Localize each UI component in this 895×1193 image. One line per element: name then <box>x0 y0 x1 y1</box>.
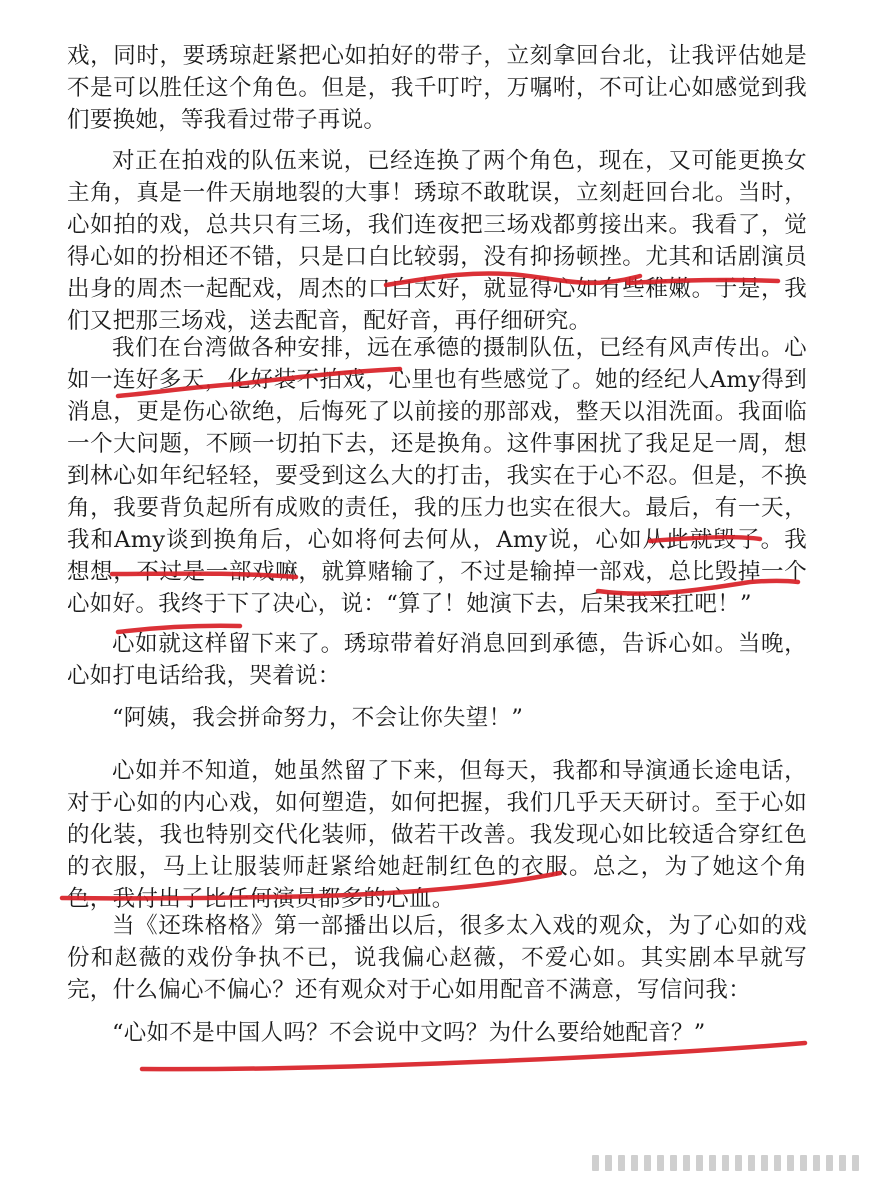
quote-line-2: “心如不是中国人吗？不会说中文吗？为什么要给她配音？” <box>112 1020 706 1046</box>
watermark-bar <box>644 1155 651 1171</box>
paragraph-2: 对正在拍戏的队伍来说，已经连换了两个角色，现在，又可能更换女主角，真是一件天崩地裂的大事！琇琼不敢耽误，立刻赶回台北。当时，心如拍的戏，总共只有三场，我们连夜把三场戏都剪接出来。我看了，觉得心如的扮相还不错，只是口白比较弱，没有抑扬顿挫。尤其和话剧演员出身的周杰一起配戏，周杰的口白太好，就显得心如有些稚嫩。于是，我们又把那三场戏，送去配音，配好音，再仔细研究。 <box>67 148 807 334</box>
watermark-bar <box>826 1155 833 1171</box>
watermark-bar <box>696 1155 703 1171</box>
watermark-bar <box>813 1155 820 1171</box>
watermark-bar <box>657 1155 664 1171</box>
watermark-bar <box>761 1155 768 1171</box>
paragraph-1: 戏，同时，要琇琼赶紧把心如拍好的带子，立刻拿回台北，让我评估她是不是可以胜任这个角色。但是，我千叮咛，万嘱咐，不可让心如感觉到我们要换她，等我看过带子再说。 <box>67 43 807 133</box>
paragraph-6: 当《还珠格格》第一部播出以后，很多太入戏的观众，为了心如的戏份和赵薇的戏份争执不已，说我偏心赵薇，不爱心如。其实剧本早就写完，什么偏心不偏心？还有观众对于心如用配音不满意，写信问我： <box>67 913 807 1003</box>
watermark-bar <box>839 1155 846 1171</box>
watermark-bar <box>592 1155 599 1171</box>
quote-line-1: “阿姨，我会拼命努力，不会让你失望！” <box>112 705 524 731</box>
watermark-bar <box>735 1155 742 1171</box>
watermark-bar <box>722 1155 729 1171</box>
watermark-bars <box>592 1155 859 1171</box>
watermark-bar <box>605 1155 612 1171</box>
watermark-bar <box>709 1155 716 1171</box>
watermark-bar <box>631 1155 638 1171</box>
paragraph-4: 心如就这样留下来了。琇琼带着好消息回到承德，告诉心如。当晚，心如打电话给我，哭着说： <box>67 631 807 689</box>
watermark-bar <box>670 1155 677 1171</box>
watermark-bar <box>852 1155 859 1171</box>
watermark-bar <box>683 1155 690 1171</box>
paragraph-5: 心如并不知道，她虽然留了下来，但每天，我都和导演通长途电话，对于心如的内心戏，如何塑造，如何把握，我们几乎天天研讨。至于心如的化装，我也特别交代化装师，做若干改善。我发现心如比较适合穿红色的衣服，马上让服装师赶紧给她赶制红色的衣服。总之，为了她这个角色，我付出了比任何演员都多的心血。 <box>67 758 807 912</box>
watermark-bar <box>787 1155 794 1171</box>
watermark-bar <box>618 1155 625 1171</box>
paragraph-3: 我们在台湾做各种安排，远在承德的摄制队伍，已经有风声传出。心如一连好多天，化好装不拍戏，心里也有些感觉了。她的经纪人Amy得到消息，更是伤心欲绝，后悔死了以前接的那部戏，整天以泪洗面。我面临一个大问题，不顾一切拍下去，还是换角。这件事困扰了我足足一周，想到林心如年纪轻轻，要受到这么大的打击，我实在于心不忍。但是，不换角，我要背负起所有成败的责任，我的压力也实在很大。最后，有一天，我和Amy谈到换角后，心如将何去何从，Amy说，心如从此就毁了。我想想，不过是一部戏嘛，就算赌输了，不过是输掉一部戏，总比毁掉一个心如好。我终于下了决心，说：“算了！她演下去，后果我来扛吧！” <box>67 335 807 617</box>
watermark-bar <box>774 1155 781 1171</box>
watermark-bar <box>800 1155 807 1171</box>
watermark-bar <box>748 1155 755 1171</box>
